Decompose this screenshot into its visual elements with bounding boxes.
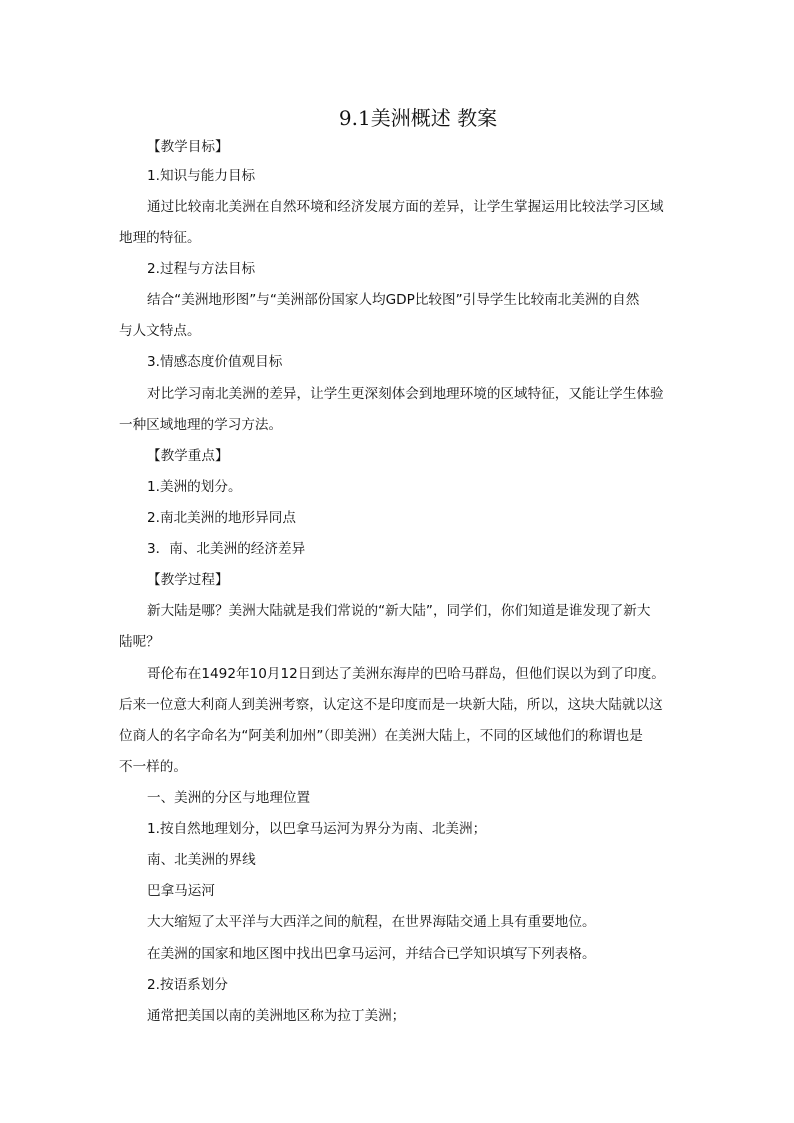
- text-line: 不一样的。: [119, 759, 187, 775]
- text-line: 在美洲的国家和地区图中找出巴拿马运河，并结合已学知识填写下列表格。: [147, 946, 596, 962]
- page-title: 9.1美洲概述 教案: [338, 106, 498, 130]
- text-line: 2.过程与方法目标: [147, 261, 256, 277]
- text-line: 2.按语系划分: [147, 977, 228, 993]
- text-line: 与人文特点。: [119, 323, 201, 339]
- text-line: 2.南北美洲的地形异同点: [147, 510, 296, 526]
- section-heading-process: 【教学过程】: [147, 572, 229, 588]
- text-line: 新大陆是哪？美洲大陆就是我们常说的“新大陆”，同学们，你们知道是谁发现了新大: [147, 603, 651, 619]
- text-line: 后来一位意大利商人到美洲考察，认定这不是印度而是一块新大陆，所以，这块大陆就以这: [119, 697, 663, 713]
- text-line: 大大缩短了太平洋与大西洋之间的航程，在世界海陆交通上具有重要地位。: [147, 914, 596, 930]
- section-heading-objectives: 【教学目标】: [147, 139, 229, 155]
- text-line: 地理的特征。: [119, 230, 201, 246]
- text-line: 哥伦布在1492年10月12日到达了美洲东海岸的巴哈马群岛，但他们误以为到了印度。: [147, 666, 665, 682]
- section-heading-key-points: 【教学重点】: [147, 448, 229, 464]
- text-line: 陆呢？: [119, 634, 160, 650]
- text-line: 巴拿马运河: [147, 883, 215, 899]
- text-line: 一、美洲的分区与地理位置: [147, 790, 311, 806]
- text-line: 南、北美洲的界线: [147, 852, 256, 868]
- text-line: 3．南、北美洲的经济差异: [147, 541, 306, 557]
- text-line: 3.情感态度价值观目标: [147, 354, 283, 370]
- text-line: 位商人的名字命名为“阿美利加州”（即美洲）在美洲大陆上，不同的区域他们的称谓也是: [119, 728, 643, 744]
- text-line: 一种区域地理的学习方法。: [119, 417, 283, 433]
- text-line: 1.知识与能力目标: [147, 168, 256, 184]
- text-line: 1.美洲的划分。: [147, 479, 242, 495]
- text-line: 结合“美洲地形图”与“美洲部份国家人均GDP比较图”引导学生比较南北美洲的自然: [147, 292, 640, 308]
- text-line: 通过比较南北美洲在自然环境和经济发展方面的差异，让学生掌握运用比较法学习区域: [147, 199, 664, 215]
- text-line: 对比学习南北美洲的差异，让学生更深刻体会到地理环境的区域特征，又能让学生体验: [147, 386, 664, 402]
- text-line: 1.按自然地理划分，以巴拿马运河为界分为南、北美洲；: [147, 821, 487, 837]
- text-line: 通常把美国以南的美洲地区称为拉丁美洲；: [147, 1008, 406, 1024]
